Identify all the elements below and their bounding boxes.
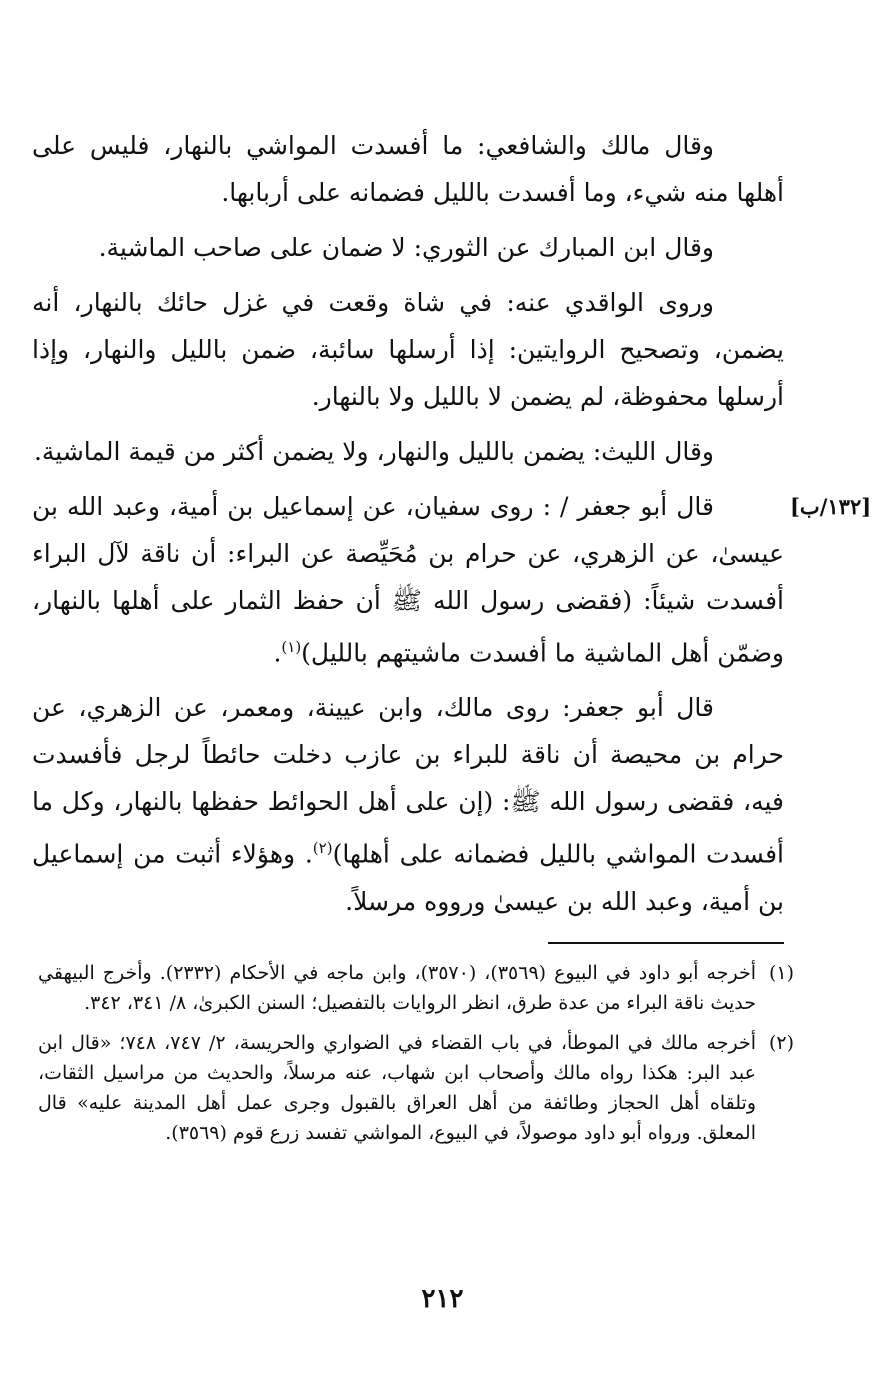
paragraph: وقال مالك والشافعي: ما أفسدت المواشي بالنهار، فليس على أهلها منه شيء، وما أفسدت بالليل فضمانه على أربابها. [32, 131, 784, 207]
paragraph-text: قال أبو جعفر: روى مالك، وابن عيينة، ومعمر، عن الزهري، عن حرام بن محيصة أن ناقة للبراء بن عازب دخلت حائطاً لرجل فأفسدت فيه، فقضى رسول الله ﷺ: (إن على أهل الحوائط حفظها بالنهار، وكل ما أفسدت المواشي بالليل فضمانه على أهلها) [32, 693, 784, 869]
paragraph [32, 483, 784, 676]
paragraph-tail: . وهؤلاء أثبت من إسماعيل بن أمية، وعبد الله بن عيسىٰ ورووه مرسلاً. [32, 839, 784, 916]
footnotes [38, 958, 794, 1158]
paragraph-with-margin-ref [32, 483, 872, 676]
footnote-text: أخرجه مالك في الموطأ، في باب القضاء في الضواري والحريسة، ٢/ ٧٤٧، ٧٤٨؛ «قال ابن عبد البر: هكذا رواه مالك وأصحاب ابن شهاب، عنه مرسلاً، والحديث من مراسيل الثقات، وتلقاه أهل الحجاز وطائفة من أهل العراق بالقبول وجرى عمل أهل المدينة عليه» قال المعلق. ورواه أبو داود موصولاً، في البيوع، المواشي تفسد زرع قوم (٣٥٦٩). [38, 1032, 756, 1144]
manuscript-folio-ref: [١٣٢/ب] [790, 494, 872, 519]
footnote-number: (١) [768, 962, 794, 984]
paragraph: وقال الليث: يضمن بالليل والنهار، ولا يضمن أكثر من قيمة الماشية. [33, 437, 714, 466]
footnote-marker[interactable]: (١) [281, 638, 302, 656]
paragraph-tail: . [273, 638, 282, 668]
main-text [32, 122, 872, 933]
paragraph: وروى الواقدي عنه: في شاة وقعت في غزل حائك بالنهار، أنه يضمن، وتصحيح الروايتين: إذا أرسلها سائبة، ضمن بالليل والنهار، وإذا أرسلها محفوظة، لم يضمن لا بالليل ولا بالنهار. [32, 288, 784, 411]
page-number: ٢١٢ [421, 1284, 464, 1314]
footnote-divider [548, 942, 784, 944]
paragraph: وقال ابن المبارك عن الثوري: لا ضمان على صاحب الماشية. [98, 233, 714, 262]
footnote [38, 958, 794, 1018]
footnote-number: (٢) [768, 1032, 794, 1054]
footnote [38, 1028, 794, 1148]
paragraph-text: قال أبو جعفر / : روى سفيان، عن إسماعيل بن أمية، وعبد الله بن عيسىٰ، عن الزهري، عن حرام بن مُحَيِّصة عن البراء: أن ناقة لآل البراء أفسدت شيئاً: (فقضى رسول الله ﷺ أن حفظ الثمار على أهلها بالنهار، وضمّن أهل الماشية ما أفسدت ماشيتهم بالليل) [32, 492, 784, 668]
footnote-text: أخرجه أبو داود في البيوع (٣٥٦٩)، (٣٥٧٠)، وابن ماجه في الأحكام (٢٣٣٢). وأخرج البيهقي حديث ناقة البراء من عدة طرق، انظر الروايات بالتفصيل؛ السنن الكبرىٰ، ٨/ ٣٤١، ٣٤٢. [38, 962, 756, 1014]
paragraph [32, 684, 784, 924]
footnote-marker[interactable]: (٢) [312, 839, 333, 858]
